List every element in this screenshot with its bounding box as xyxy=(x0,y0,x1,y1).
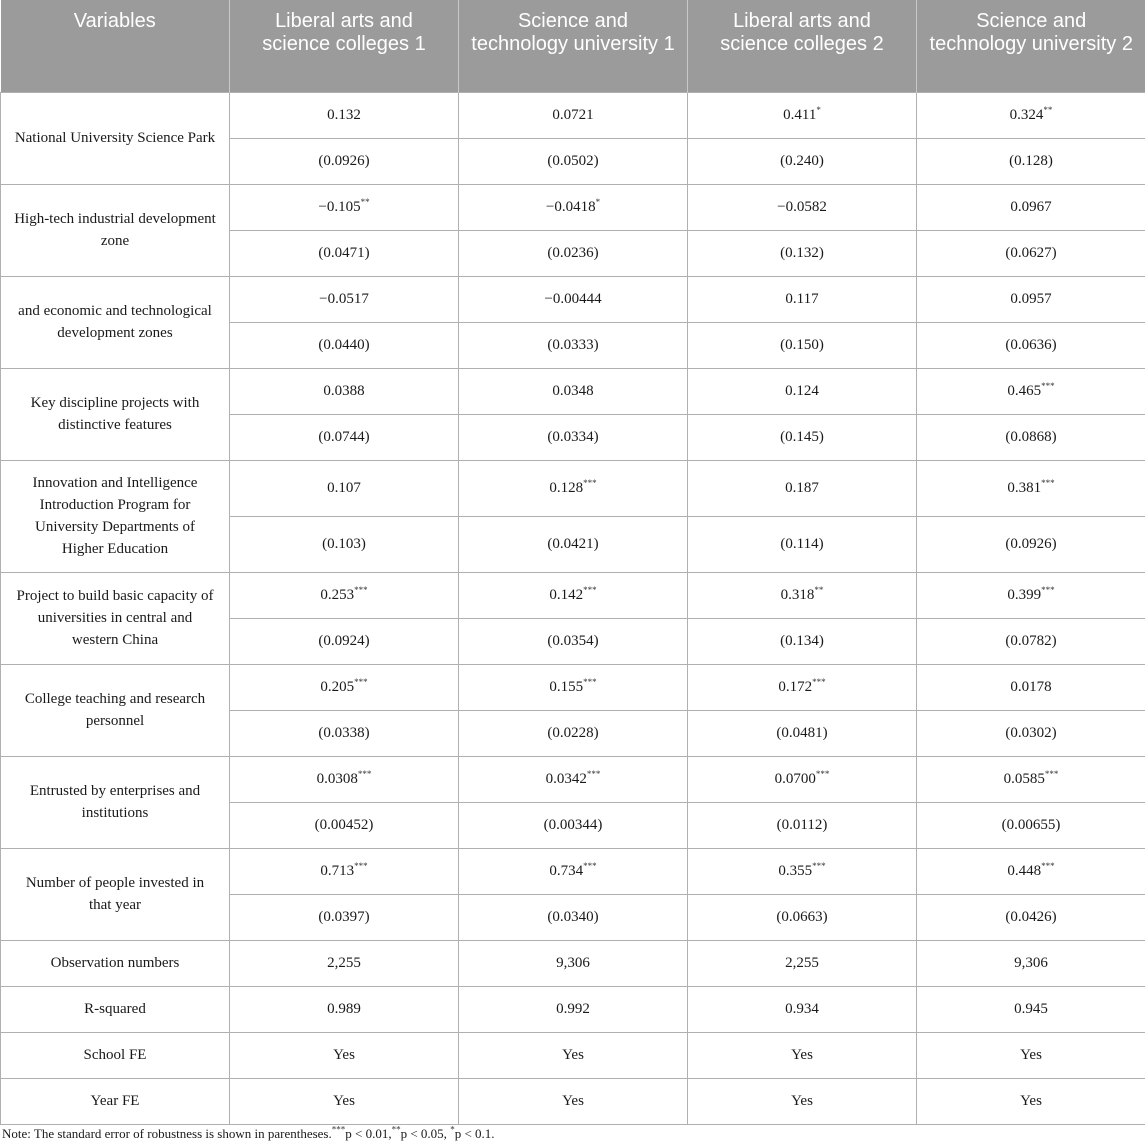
statistic-value: 2,255 xyxy=(688,940,917,986)
coefficient-cell xyxy=(230,756,459,802)
significance-stars: *** xyxy=(583,585,597,595)
coefficient-value: 0.0967 xyxy=(1010,199,1052,215)
coefficient-cell xyxy=(459,848,688,894)
standard-error-cell: (0.150) xyxy=(688,322,917,368)
standard-error-cell: (0.0744) xyxy=(230,414,459,460)
standard-error-cell: (0.0502) xyxy=(459,138,688,184)
significance-stars: *** xyxy=(812,861,826,871)
coefficient-cell xyxy=(230,184,459,230)
variable-name: National University Science Park xyxy=(1,92,230,184)
standard-error-cell: (0.0302) xyxy=(917,710,1145,756)
standard-error-cell: (0.145) xyxy=(688,414,917,460)
coefficient-cell xyxy=(459,184,688,230)
coefficient-value: 0.253 xyxy=(320,587,355,603)
coefficient-cell xyxy=(230,572,459,618)
coefficient-cell xyxy=(230,368,459,414)
significance-stars: *** xyxy=(1044,769,1059,779)
standard-error-cell: (0.0236) xyxy=(459,230,688,276)
coefficient-value: 0.465 xyxy=(1007,383,1042,399)
standard-error-cell: (0.0868) xyxy=(917,414,1145,460)
significance-stars: * xyxy=(816,105,821,115)
header-science-tech-2: Science and technology university 2 xyxy=(917,0,1145,92)
standard-error-cell: (0.0627) xyxy=(917,230,1145,276)
coefficient-cell xyxy=(688,848,917,894)
coefficient-cell xyxy=(230,460,459,516)
coefficient-value: 0.172 xyxy=(778,679,813,695)
table-row xyxy=(1,460,1145,516)
standard-error-cell: (0.0926) xyxy=(917,516,1145,572)
standard-error-cell: (0.0481) xyxy=(688,710,917,756)
table-row xyxy=(1,986,1145,1032)
coefficient-value: −0.0517 xyxy=(319,291,369,307)
coefficient-value: 0.132 xyxy=(327,107,361,123)
coefficient-cell xyxy=(230,848,459,894)
coefficient-cell xyxy=(917,664,1145,710)
coefficient-value: 0.205 xyxy=(320,679,355,695)
variable-name: Project to build basic capacity of universities in central and western China xyxy=(1,572,230,664)
standard-error-cell: (0.0338) xyxy=(230,710,459,756)
coefficient-value: 0.0388 xyxy=(323,383,365,399)
coefficient-value: 0.0721 xyxy=(552,107,594,123)
variable-name: High-tech industrial development zone xyxy=(1,184,230,276)
coefficient-cell xyxy=(688,184,917,230)
table-row xyxy=(1,1032,1145,1078)
coefficient-value: 0.318 xyxy=(780,587,815,603)
coefficient-value: 0.0308 xyxy=(316,771,358,787)
header-variables: Variables xyxy=(1,0,230,92)
standard-error-cell: (0.114) xyxy=(688,516,917,572)
statistic-value: Yes xyxy=(917,1032,1145,1078)
table-row xyxy=(1,756,1145,802)
coefficient-cell xyxy=(688,460,917,516)
statistic-name: R-squared xyxy=(1,986,230,1032)
statistic-value: Yes xyxy=(230,1032,459,1078)
significance-stars: *** xyxy=(583,677,597,687)
significance-stars: *** xyxy=(586,769,601,779)
statistic-value: 0.989 xyxy=(230,986,459,1032)
coefficient-value: 0.0585 xyxy=(1003,771,1045,787)
standard-error-cell: (0.0471) xyxy=(230,230,459,276)
coefficient-cell xyxy=(230,276,459,322)
coefficient-value: 0.107 xyxy=(327,480,361,496)
statistic-value: Yes xyxy=(688,1032,917,1078)
coefficient-cell xyxy=(917,368,1145,414)
significance-stars: *** xyxy=(812,677,826,687)
standard-error-cell: (0.0333) xyxy=(459,322,688,368)
table-row xyxy=(1,368,1145,414)
table-row xyxy=(1,572,1145,618)
header-liberal-arts-2: Liberal arts and science colleges 2 xyxy=(688,0,917,92)
standard-error-cell: (0.0340) xyxy=(459,894,688,940)
coefficient-cell xyxy=(917,184,1145,230)
standard-error-cell: (0.0926) xyxy=(230,138,459,184)
statistic-value: 0.934 xyxy=(688,986,917,1032)
significance-stars: * xyxy=(595,197,601,207)
coefficient-value: 0.117 xyxy=(785,291,819,307)
statistic-value: 0.945 xyxy=(917,986,1145,1032)
variable-name: Number of people invested in that year xyxy=(1,848,230,940)
variable-name: Key discipline projects with distinctive features xyxy=(1,368,230,460)
table-row xyxy=(1,664,1145,710)
significance-stars: *** xyxy=(1041,381,1055,391)
standard-error-cell: (0.0334) xyxy=(459,414,688,460)
standard-error-cell: (0.240) xyxy=(688,138,917,184)
coefficient-value: 0.187 xyxy=(785,480,819,496)
table-body xyxy=(1,92,1145,1124)
coefficient-cell xyxy=(688,756,917,802)
variable-name: Entrusted by enterprises and institutions xyxy=(1,756,230,848)
statistic-value: 9,306 xyxy=(459,940,688,986)
coefficient-value: 0.713 xyxy=(320,863,355,879)
coefficient-value: 0.448 xyxy=(1007,863,1042,879)
statistic-value: 2,255 xyxy=(230,940,459,986)
statistic-name: Year FE xyxy=(1,1078,230,1124)
statistic-value: 0.992 xyxy=(459,986,688,1032)
standard-error-cell: (0.0397) xyxy=(230,894,459,940)
coefficient-cell xyxy=(459,460,688,516)
coefficient-cell xyxy=(230,664,459,710)
coefficient-cell xyxy=(688,368,917,414)
coefficient-cell xyxy=(459,572,688,618)
statistic-name: School FE xyxy=(1,1032,230,1078)
coefficient-cell xyxy=(917,572,1145,618)
coefficient-value: 0.355 xyxy=(778,863,813,879)
table-note: Note: The standard error of robustness is shown in parentheses.***p < 0.01,**p < 0.05, *p < 0.1. xyxy=(2,1124,495,1141)
table-header xyxy=(1,0,1145,92)
standard-error-cell: (0.128) xyxy=(917,138,1145,184)
coefficient-value: 0.324 xyxy=(1009,107,1044,123)
statistic-value: Yes xyxy=(917,1078,1145,1124)
standard-error-cell: (0.0636) xyxy=(917,322,1145,368)
coefficient-cell xyxy=(688,92,917,138)
coefficient-value: 0.734 xyxy=(549,863,584,879)
table-row xyxy=(1,92,1145,138)
statistic-name: Observation numbers xyxy=(1,940,230,986)
standard-error-cell: (0.132) xyxy=(688,230,917,276)
coefficient-value: 0.0957 xyxy=(1010,291,1052,307)
standard-error-cell: (0.0112) xyxy=(688,802,917,848)
standard-error-cell: (0.0924) xyxy=(230,618,459,664)
statistic-value: Yes xyxy=(459,1078,688,1124)
coefficient-cell xyxy=(459,664,688,710)
coefficient-value: −0.0582 xyxy=(777,199,827,215)
significance-stars: *** xyxy=(583,478,597,488)
table-row xyxy=(1,940,1145,986)
coefficient-cell xyxy=(917,756,1145,802)
coefficient-cell xyxy=(917,92,1145,138)
coefficient-cell xyxy=(459,276,688,322)
significance-stars: ** xyxy=(360,197,370,207)
standard-error-cell: (0.0663) xyxy=(688,894,917,940)
coefficient-cell xyxy=(459,92,688,138)
coefficient-value: −0.0418 xyxy=(545,199,596,215)
coefficient-cell xyxy=(230,92,459,138)
standard-error-cell: (0.0426) xyxy=(917,894,1145,940)
coefficient-cell xyxy=(459,368,688,414)
variable-name: and economic and technological development zones xyxy=(1,276,230,368)
variable-name: Innovation and Intelligence Introduction Program for University Departments of Higher Education xyxy=(1,460,230,572)
statistic-value: 9,306 xyxy=(917,940,1145,986)
significance-stars: ** xyxy=(814,585,824,595)
coefficient-value: 0.155 xyxy=(549,679,584,695)
standard-error-cell: (0.00344) xyxy=(459,802,688,848)
standard-error-cell: (0.0440) xyxy=(230,322,459,368)
coefficient-value: 0.0700 xyxy=(774,771,816,787)
coefficient-cell xyxy=(688,572,917,618)
table-row xyxy=(1,276,1145,322)
significance-stars: *** xyxy=(354,585,368,595)
significance-stars: *** xyxy=(1041,861,1055,871)
coefficient-value: 0.0178 xyxy=(1010,679,1052,695)
significance-stars: *** xyxy=(354,861,368,871)
coefficient-value: 0.0342 xyxy=(545,771,587,787)
standard-error-cell: (0.0421) xyxy=(459,516,688,572)
standard-error-cell: (0.103) xyxy=(230,516,459,572)
significance-stars: *** xyxy=(1041,585,1055,595)
coefficient-value: 0.411 xyxy=(783,107,817,123)
coefficient-value: −0.00444 xyxy=(544,291,602,307)
table-row xyxy=(1,848,1145,894)
coefficient-cell xyxy=(688,664,917,710)
statistic-value: Yes xyxy=(459,1032,688,1078)
significance-stars: *** xyxy=(583,861,597,871)
coefficient-value: 0.399 xyxy=(1007,587,1042,603)
standard-error-cell: (0.0354) xyxy=(459,618,688,664)
statistic-value: Yes xyxy=(230,1078,459,1124)
significance-stars: *** xyxy=(815,769,830,779)
standard-error-cell: (0.0228) xyxy=(459,710,688,756)
coefficient-cell xyxy=(917,848,1145,894)
table-row xyxy=(1,184,1145,230)
standard-error-cell: (0.00655) xyxy=(917,802,1145,848)
standard-error-cell: (0.0782) xyxy=(917,618,1145,664)
standard-error-cell: (0.00452) xyxy=(230,802,459,848)
variable-name: College teaching and research personnel xyxy=(1,664,230,756)
coefficient-cell xyxy=(459,756,688,802)
header-liberal-arts-1: Liberal arts and science colleges 1 xyxy=(230,0,459,92)
significance-stars: *** xyxy=(354,677,368,687)
coefficient-value: −0.105 xyxy=(318,199,361,215)
coefficient-value: 0.0348 xyxy=(552,383,594,399)
coefficient-cell xyxy=(917,276,1145,322)
coefficient-cell xyxy=(688,276,917,322)
coefficient-value: 0.142 xyxy=(549,587,584,603)
table-row xyxy=(1,1078,1145,1124)
statistic-value: Yes xyxy=(688,1078,917,1124)
coefficient-cell xyxy=(917,460,1145,516)
header-science-tech-1: Science and technology university 1 xyxy=(459,0,688,92)
coefficient-value: 0.124 xyxy=(785,383,819,399)
significance-stars: *** xyxy=(1041,478,1055,488)
coefficient-value: 0.381 xyxy=(1007,480,1042,496)
significance-stars: ** xyxy=(1043,105,1053,115)
standard-error-cell: (0.134) xyxy=(688,618,917,664)
coefficient-value: 0.128 xyxy=(549,480,584,496)
significance-stars: *** xyxy=(357,769,372,779)
